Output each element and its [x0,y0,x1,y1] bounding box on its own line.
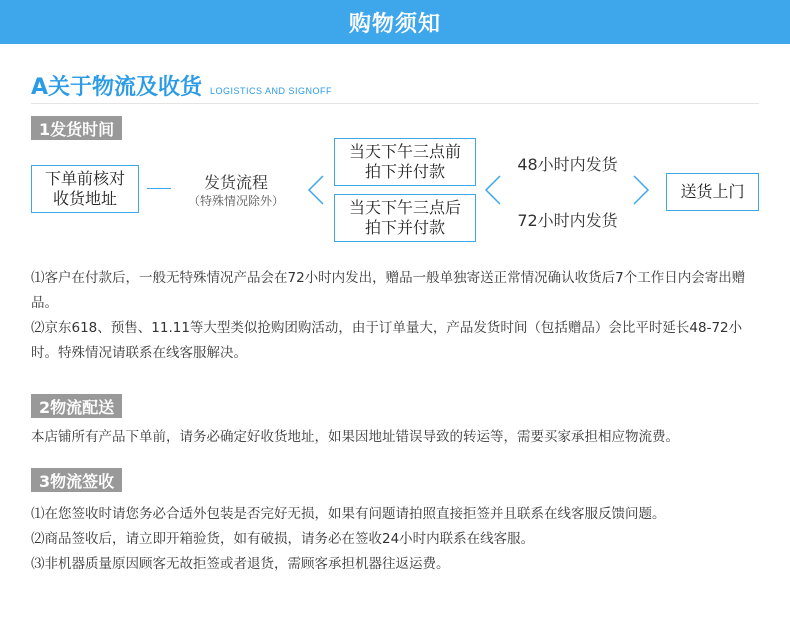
flow-process [172,172,300,209]
section-heading [31,70,332,101]
tag-label: 3物流签收 [39,471,115,491]
flow-before-box [334,138,476,186]
flow-after-time [505,210,630,231]
chevron-left-icon [305,173,327,207]
flow-start-box [31,165,139,213]
flow-before-time [505,154,630,175]
flow-before-line-1: 当天下午三点前 [348,142,461,161]
flow-after-time-text: 72小时内发货 [517,211,618,230]
tag-signoff [31,468,122,492]
flow-process-note: （特殊情况除外） [187,194,284,208]
flow-end-label: 送货上门 [680,182,745,201]
flow-after-line-1: 当天下午三点后 [348,198,461,217]
delivery-notes [31,425,766,450]
flow-after-box [334,194,476,242]
chevron-left-icon [482,173,504,207]
shipping-note: ⑵京东618、预售、11.11等大型类似抢购团购活动，由于订单量大，产品发货时间（包括赠品）会比平时延长48-72小时。特殊情况请联系在线客服解决。 [31,320,743,361]
flow-start-line-1: 下单前核对 [44,169,125,188]
shipping-notes [31,266,766,366]
signoff-note: ⑴在您签收时请您务必合适外包装是否完好无损，如果有问题请拍照直接拒签并且联系在线客服反馈问题。 [31,506,666,522]
tag-shipping-time [31,116,122,140]
signoff-note: ⑶非机器质量原因顾客无故拒签或者退货，需顾客承担机器往返运费。 [31,556,450,572]
banner-title: 购物须知 [348,11,441,37]
signoff-note: ⑵商品签收后，请立即开箱验货，如有破损，请务必在签收24小时内联系在线客服。 [31,531,535,547]
shipping-note: ⑴客户在付款后，一般无特殊情况产品会在72小时内发出，赠品一般单独寄送正常情况确认收货后7个工作日内会寄出赠品。 [31,270,746,311]
flow-start-line-2: 收货地址 [52,189,117,208]
section-title: A关于物流及收货 [31,75,203,100]
tag-label: 2物流配送 [39,397,115,417]
flow-before-line-2: 拍下并付款 [364,162,445,181]
tag-delivery [31,394,122,418]
chevron-right-icon [630,173,652,207]
flow-after-line-2: 拍下并付款 [364,218,445,237]
section-subtitle: LOGISTICS AND SIGNOFF [210,86,333,96]
flow-connector-line [147,188,171,189]
delivery-text: 本店铺所有产品下单前，请务必确定好收货地址，如果因地址错误导致的转运等，需要买家承担相应物流费。 [31,429,679,445]
tag-label: 1发货时间 [39,119,115,139]
flow-before-time-text: 48小时内发货 [517,155,618,174]
flow-process-label: 发货流程 [203,173,268,192]
flow-end-box [666,173,759,211]
section-divider [31,103,759,104]
signoff-notes [31,502,766,577]
page-banner [0,0,790,44]
